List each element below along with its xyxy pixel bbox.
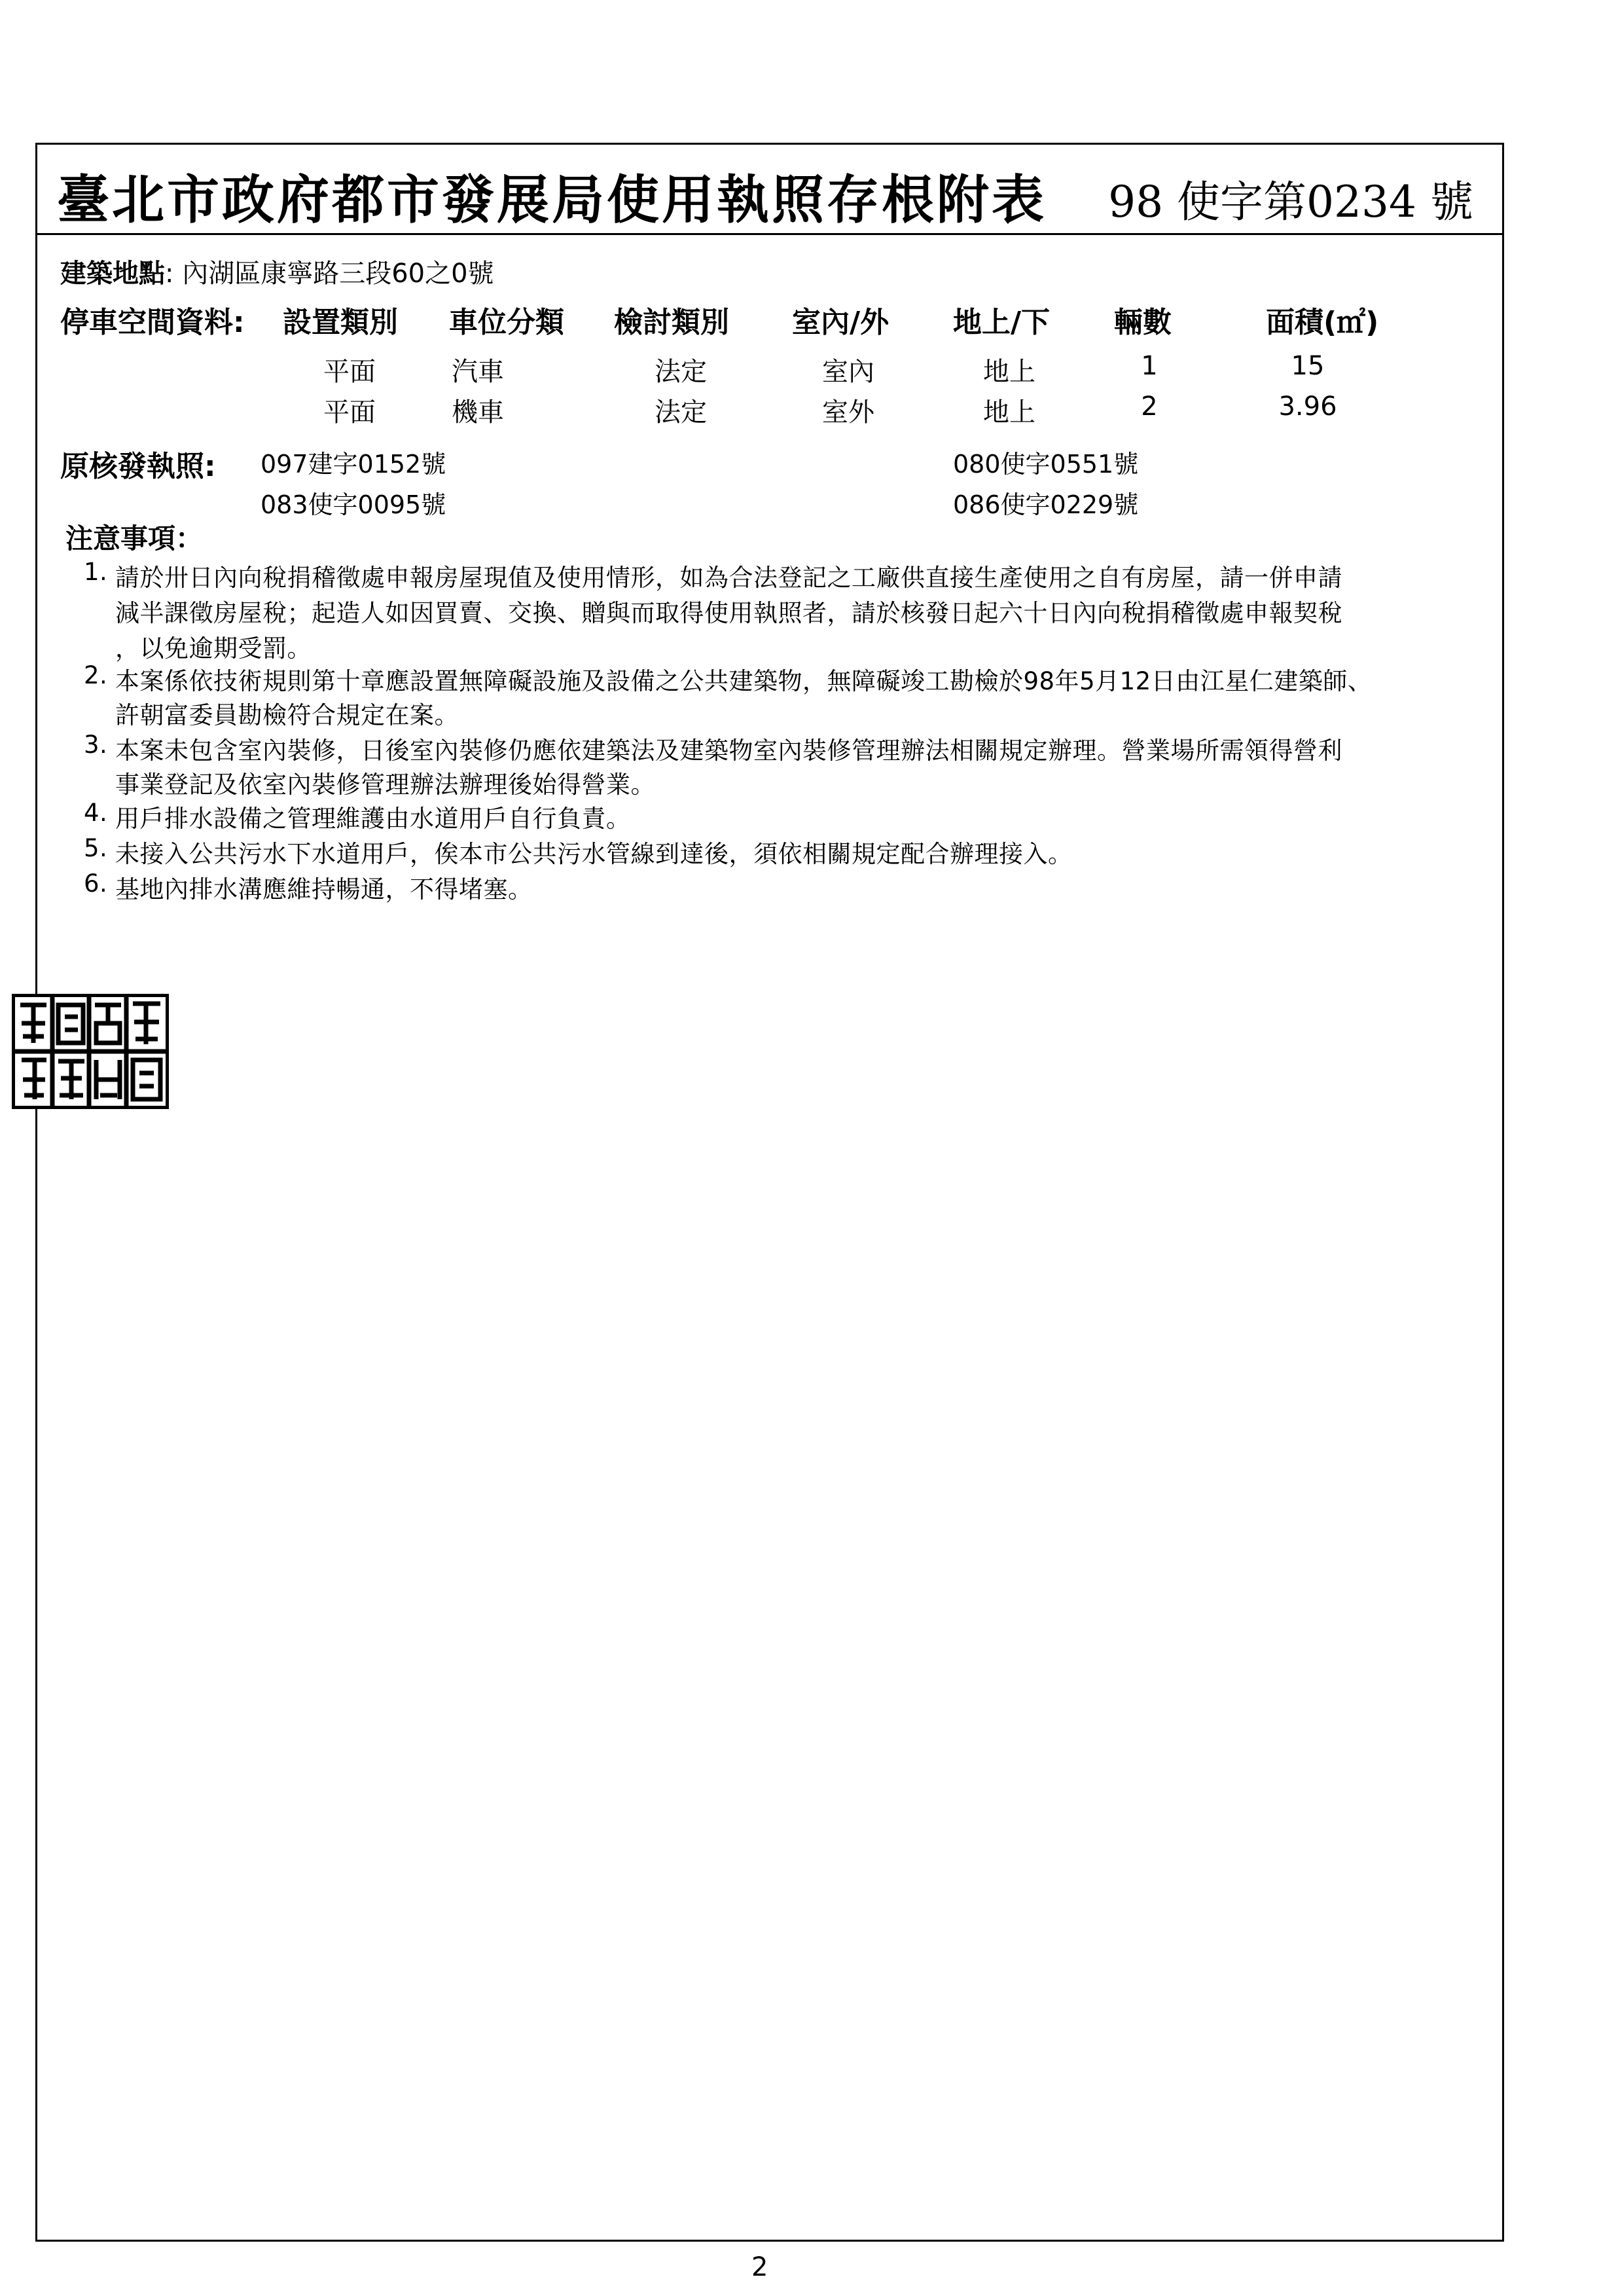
permit-item: 097建字0152號 <box>261 450 446 479</box>
parking-row-1-level: 地上 <box>983 357 1035 387</box>
note-line: 事業登記及依室內裝修管理辦法辦理後始得營業。 <box>115 771 655 799</box>
site-field <box>60 253 494 290</box>
parking-row-2-count: 2 <box>1141 392 1158 422</box>
note-line: 基地內排水溝應維持暢通，不得堵塞。 <box>115 875 533 903</box>
parking-row-2-level: 地上 <box>983 397 1035 428</box>
parking-col-3: 室內/外 <box>792 306 890 339</box>
note-number: 6. <box>84 869 108 898</box>
parking-row-1-count: 1 <box>1141 351 1158 381</box>
parking-row-2-type: 平面 <box>323 397 376 428</box>
parking-row-1-indoor: 室內 <box>822 357 874 387</box>
parking-row-2-vehicle: 機車 <box>452 397 504 428</box>
note-line: 本案係依技術規則第十章應設置無障礙設施及設備之公共建築物，無障礙竣工勘檢於98年5月12日由江星仁建築師、 <box>115 667 1373 695</box>
parking-row-1-area: 15 <box>1291 351 1325 381</box>
parking-row-1-vehicle: 汽車 <box>452 357 504 387</box>
parking-row-2-review: 法定 <box>655 397 707 428</box>
note-number: 5. <box>84 834 108 862</box>
note-number: 1. <box>84 558 108 586</box>
note-line: 本案未包含室內裝修，日後室內裝修仍應依建築法及建築物室內裝修管理辦法相關規定辦理。營業場所需領得營利 <box>115 737 1342 765</box>
document-number: 98 使字第0234 號 <box>1108 177 1473 227</box>
permit-item: 086使字0229號 <box>953 490 1139 519</box>
permit-item: 083使字0095號 <box>261 490 446 519</box>
note-line: 用戶排水設備之管理維護由水道用戶自行負責。 <box>115 805 631 833</box>
parking-col-0: 設置類別 <box>283 306 398 339</box>
parking-col-6: 面積(㎡) <box>1266 306 1379 339</box>
notes-label: 注意事項： <box>65 522 204 555</box>
note-line: 請於卅日內向稅捐稽徵處申報房屋現值及使用情形，如為合法登記之工廠供直接生產使用之自有房屋，請一併申請 <box>115 564 1342 592</box>
page-number: 2 <box>751 2252 768 2282</box>
parking-label: 停車空間資料: <box>60 306 245 339</box>
seal-icon <box>15 997 166 1106</box>
permit-item: 080使字0551號 <box>953 450 1139 479</box>
parking-col-1: 車位分類 <box>449 306 564 339</box>
parking-row-2-area: 3.96 <box>1278 392 1337 422</box>
parking-row-1-review: 法定 <box>655 357 707 387</box>
parking-col-4: 地上/下 <box>953 306 1051 339</box>
note-line: 未接入公共污水下水道用戶，俟本市公共污水管線到達後，須依相關規定配合辦理接入。 <box>115 840 1073 868</box>
note-number: 2. <box>84 661 108 689</box>
site-value: : 內湖區康寧路三段60之0號 <box>165 259 494 289</box>
page-title: 臺北市政府都市發展局使用執照存根附表 <box>57 169 1047 230</box>
note-line: ，以免逾期受罰。 <box>115 634 312 663</box>
note-number: 4. <box>84 799 108 827</box>
parking-col-2: 檢討類別 <box>614 306 729 339</box>
parking-row-2-indoor: 室外 <box>822 397 874 428</box>
parking-col-5: 輛數 <box>1114 306 1172 339</box>
official-seal <box>12 994 169 1109</box>
parking-row-1-type: 平面 <box>323 357 376 387</box>
document-frame <box>35 143 1504 2242</box>
site-label: 建築地點 <box>60 259 165 289</box>
note-line: 減半課徵房屋稅；起造人如因買賣、交換、贈與而取得使用執照者，請於核發日起六十日內向稅捐稽徵處申報契稅 <box>115 599 1342 627</box>
note-line: 許朝富委員勘檢符合規定在案。 <box>115 701 459 729</box>
title-row <box>37 145 1502 235</box>
permits-label: 原核發執照: <box>60 450 216 483</box>
note-number: 3. <box>84 731 108 759</box>
